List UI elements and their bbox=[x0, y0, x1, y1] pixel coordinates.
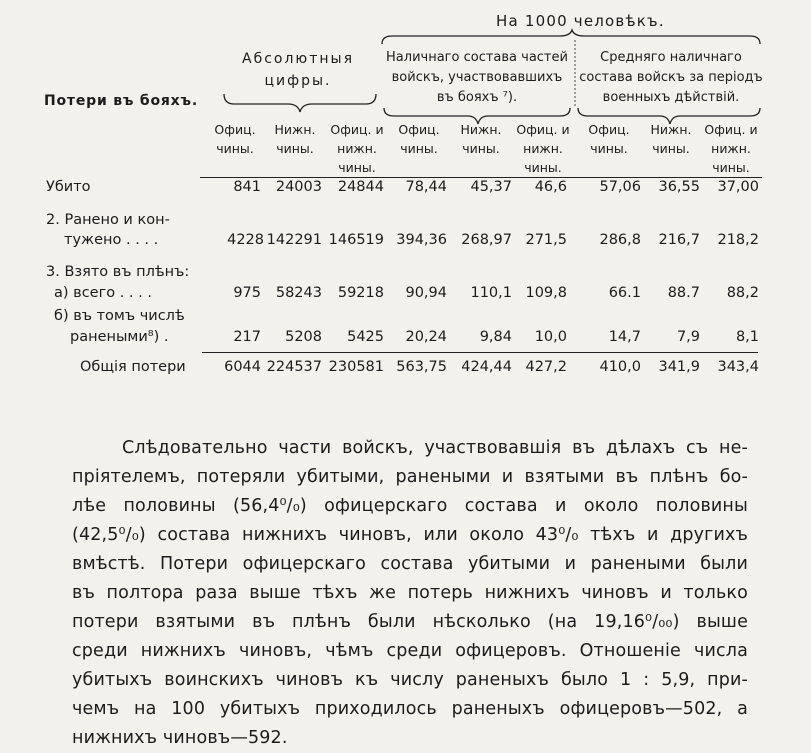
table-cell: 14,7 bbox=[608, 329, 641, 345]
table-cell: 394,36 bbox=[396, 232, 447, 248]
prose-line: среди нижнихъ чиновъ, чѣмъ среди офицеровъ. Отношеніе числа bbox=[72, 641, 748, 661]
table-cell: 20,24 bbox=[405, 329, 447, 345]
prose-line: лѣе половины (56,4⁰/₀) офицерскаго состава и около половины bbox=[72, 496, 748, 516]
table-cell: 271,5 bbox=[525, 232, 567, 248]
prose-line: въ полтора раза выше тѣхъ же потерь нижнихъ чиновъ и только bbox=[72, 583, 748, 603]
row-captured-wounded-label-1: б) въ томъ числѣ bbox=[54, 308, 185, 324]
table-cell: 410,0 bbox=[599, 359, 641, 375]
table-cell: 45,37 bbox=[470, 179, 512, 195]
prose-paragraph bbox=[72, 434, 748, 753]
table-cell: 286,8 bbox=[599, 232, 641, 248]
subheader-g1-lower: Нижн. чины. bbox=[460, 122, 502, 156]
table-cell: 90,94 bbox=[405, 285, 447, 301]
group1-heading: Наличнаго состава частей войскъ, участвовавшихъ въ бояхъ ⁷). bbox=[386, 50, 568, 105]
table-cell: 146519 bbox=[328, 232, 384, 248]
total-rule bbox=[202, 352, 758, 353]
table-cell: 110,1 bbox=[470, 285, 512, 301]
table-cell: 88,2 bbox=[726, 285, 759, 301]
subheader-g2-officers: Офиц. чины. bbox=[588, 122, 630, 156]
table-cell: 5208 bbox=[285, 329, 322, 345]
table-cell: 230581 bbox=[328, 359, 384, 375]
table-cell: 268,97 bbox=[461, 232, 512, 248]
row-captured-label-2: а) всего . . . . bbox=[54, 285, 152, 301]
prose-line: убитыхъ воинскихъ чиновъ къ числу раненыхъ было 1 : 5,9, при- bbox=[72, 670, 748, 690]
table-cell: 9,84 bbox=[479, 329, 512, 345]
absolute-figures-heading: Абсолютныя цифры. bbox=[242, 51, 354, 89]
per-1000-heading: На 1000 человѣкъ. bbox=[496, 12, 665, 30]
row-captured-wounded-label-2: ранеными⁸) . bbox=[70, 329, 169, 345]
table-cell: 142291 bbox=[266, 232, 322, 248]
prose-line: потери взятыми въ плѣнъ были нѣсколько (на 19,16⁰/₀₀) выше bbox=[72, 612, 748, 632]
subheader-abs-both: Офиц. и нижн. чины. bbox=[330, 122, 384, 175]
subheader-abs-officers: Офиц. чины. bbox=[214, 122, 256, 156]
table-cell: 109,8 bbox=[525, 285, 567, 301]
table-cell: 24003 bbox=[275, 179, 322, 195]
row-total-label: Общія потери bbox=[80, 359, 186, 375]
table-cell: 88.7 bbox=[667, 285, 700, 301]
header-braces bbox=[0, 0, 811, 130]
row-wounded-label-1: 2. Ранено и кон- bbox=[46, 212, 170, 228]
prose-line: пріятелемъ, потеряли убитыми, ранеными и взятыми въ плѣнъ бо- bbox=[72, 467, 748, 487]
table-cell: 343,4 bbox=[717, 359, 759, 375]
table-cell: 217 bbox=[233, 329, 261, 345]
table-cell: 216,7 bbox=[658, 232, 700, 248]
row-wounded-label-2: тужено . . . . bbox=[64, 232, 159, 248]
prose-line: вмѣстѣ. Потери офицерскаго состава убитыми и ранеными были bbox=[72, 554, 748, 574]
subheader-abs-lower: Нижн. чины. bbox=[274, 122, 316, 156]
header-bottom-rule bbox=[200, 177, 762, 178]
table-cell: 424,44 bbox=[461, 359, 512, 375]
table-cell: 841 bbox=[233, 179, 261, 195]
table-cell: 224537 bbox=[266, 359, 322, 375]
table-cell: 427,2 bbox=[525, 359, 567, 375]
table-cell: 24844 bbox=[337, 179, 384, 195]
table-cell: 5425 bbox=[347, 329, 384, 345]
table-cell: 46,6 bbox=[534, 179, 567, 195]
subheader-g1-both: Офиц. и нижн. чины. bbox=[516, 122, 570, 175]
table-cell: 57,06 bbox=[599, 179, 641, 195]
prose-line: чемъ на 100 убитыхъ приходилось раненыхъ офицеровъ—502, а bbox=[72, 699, 748, 719]
table-cell: 10,0 bbox=[534, 329, 567, 345]
table-cell: 218,2 bbox=[717, 232, 759, 248]
losses-row-heading: Потери въ бояхъ. bbox=[44, 93, 198, 109]
subheader-g2-lower: Нижн. чины. bbox=[650, 122, 692, 156]
table-cell: 59218 bbox=[337, 285, 384, 301]
table-cell: 8,1 bbox=[735, 329, 759, 345]
prose-line: нижнихъ чиновъ—592. bbox=[72, 728, 288, 748]
table-cell: 36,55 bbox=[658, 179, 700, 195]
table-cell: 37,00 bbox=[717, 179, 759, 195]
brace-absolute bbox=[224, 94, 376, 112]
table-cell: 66.1 bbox=[608, 285, 641, 301]
table-cell: 341,9 bbox=[658, 359, 700, 375]
table-cell: 6044 bbox=[224, 359, 261, 375]
table-cell: 78,44 bbox=[405, 179, 447, 195]
row-killed-label: Убито bbox=[46, 179, 91, 195]
row-captured-label-1: 3. Взято въ плѣнъ: bbox=[46, 264, 190, 280]
group2-heading: Средняго наличнаго состава войскъ за періодъ военныхъ дѣйствій. bbox=[579, 50, 763, 105]
prose-line: Слѣдовательно части войскъ, участвовавшія въ дѣлахъ съ не- bbox=[122, 438, 748, 458]
table-cell: 563,75 bbox=[396, 359, 447, 375]
table-cell: 7,9 bbox=[676, 329, 700, 345]
table-cell: 975 bbox=[233, 285, 261, 301]
subheader-g1-officers: Офиц. чины. bbox=[398, 122, 440, 156]
brace-per-1000 bbox=[382, 30, 760, 44]
prose-line: (42,5⁰/₀) состава нижнихъ чиновъ, или около 43⁰/₀ тѣхъ и другихъ bbox=[72, 525, 748, 545]
table-cell: 58243 bbox=[275, 285, 322, 301]
table-cell: 4228 bbox=[227, 232, 264, 248]
subheader-g2-both: Офиц. и нижн. чины. bbox=[704, 122, 758, 175]
